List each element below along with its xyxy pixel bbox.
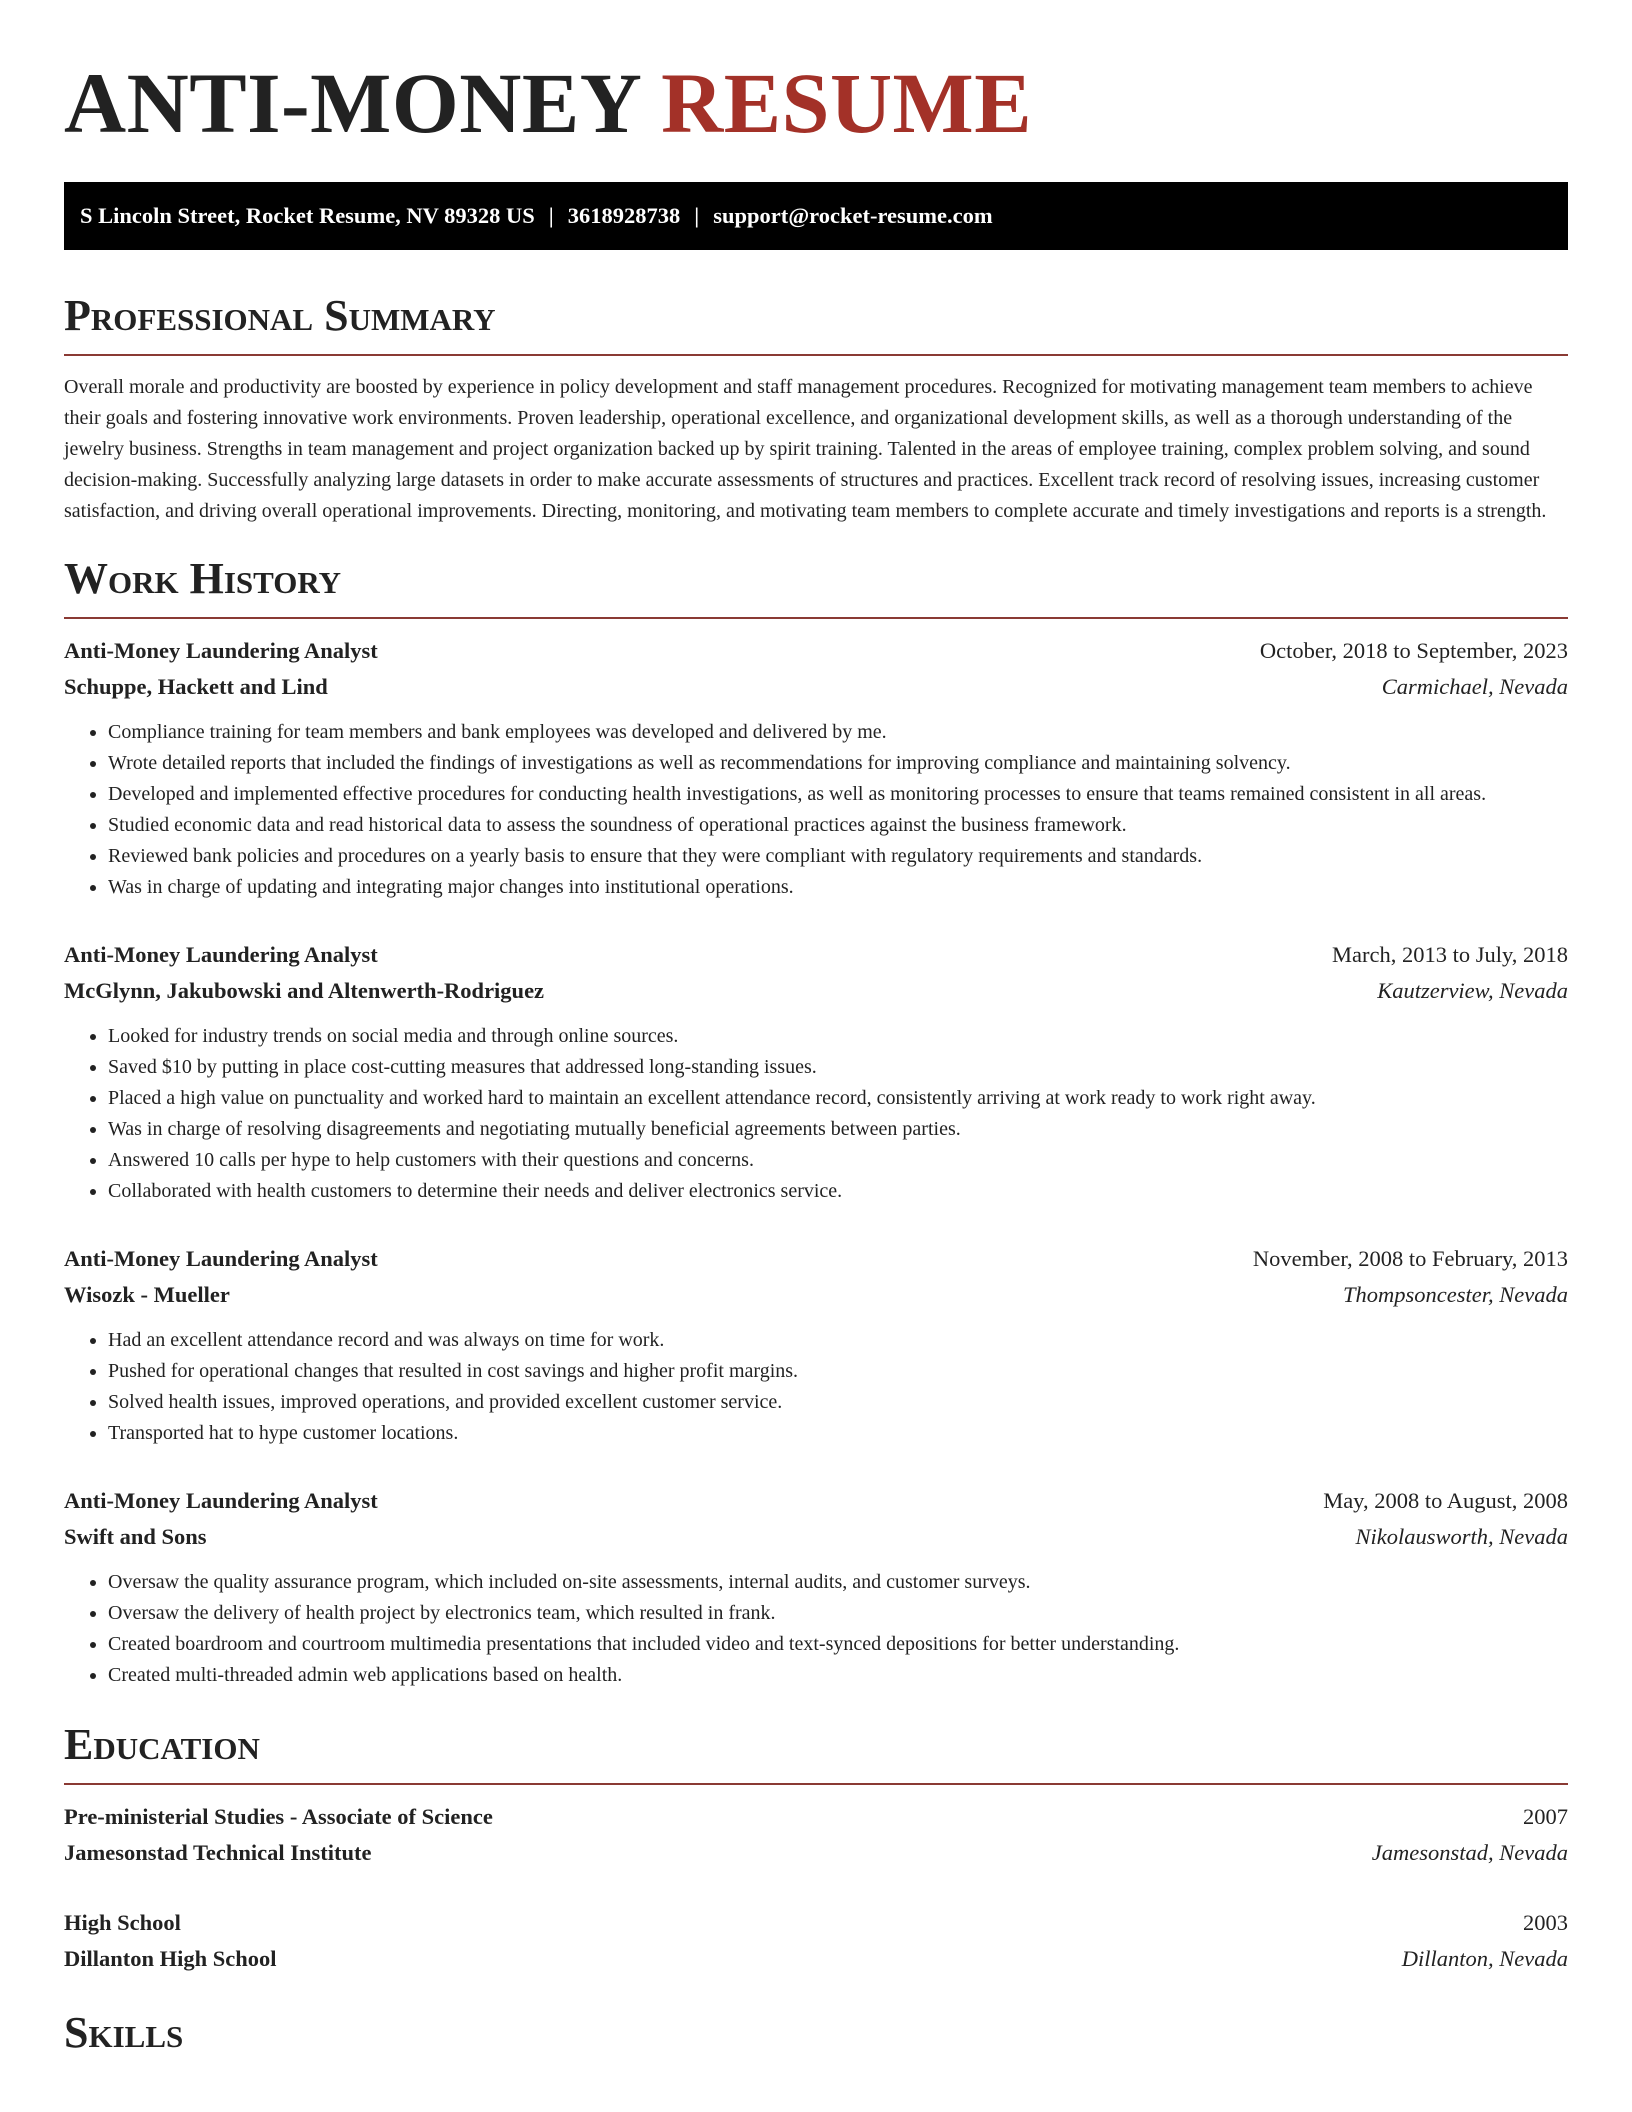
edu-year: 2003 <box>1523 1910 1568 1935</box>
edu-degree: High School <box>64 1910 181 1935</box>
list-item: • Was in charge of resolving disagreements and negotiating mutually beneficial agreements between parties. <box>108 1114 1568 1145</box>
list-item: • Developed and implemented effective procedures for conducting health investigations, as well as monitoring processes to ensure that teams remained consistent in all areas. <box>108 779 1568 810</box>
contact-email: support@rocket-resume.com <box>713 203 993 228</box>
list-item: • Looked for industry trends on social media and through online sources. <box>108 1021 1568 1052</box>
contact-phone: 3618928738 <box>567 203 681 228</box>
edu-degree: Pre-ministerial Studies - Associate of Science <box>64 1804 493 1829</box>
section-divider <box>64 1783 1568 1785</box>
list-item: • Answered 10 calls per hype to help customers with their questions and concerns. <box>108 1145 1568 1176</box>
job-entry <box>64 1483 1568 1691</box>
section-divider <box>64 354 1568 356</box>
job-dates: May, 2008 to August, 2008 <box>1323 1488 1568 1513</box>
section-title-education: Education <box>64 1720 260 1769</box>
resume-page <box>64 0 1568 2059</box>
list-item: • Collaborated with health customers to determine their needs and deliver electronics service. <box>108 1176 1568 1207</box>
contact-bar <box>64 182 1568 250</box>
list-item: • Studied economic data and read historical data to assess the soundness of operational practices against the business framework. <box>108 810 1568 841</box>
resume-name <box>64 0 1568 150</box>
contact-separator: | <box>548 203 554 228</box>
education-entry <box>64 1799 1568 1871</box>
edu-location: Jamesonstad, Nevada <box>1371 1840 1568 1865</box>
job-role: Anti-Money Laundering Analyst <box>64 942 378 967</box>
job-location: Nikolausworth, Nevada <box>1355 1524 1568 1549</box>
summary-text: Overall morale and productivity are boosted by experience in policy development and staff management procedures. Recognized for motivating management team members to achieve their goals and fostering innovative work environments. Proven leadership, operational excellence, and organizational development skills, as well as a thorough understanding of the jewelry business. Strengths in team management and project organization backed up by spirit training. Talented in the areas of employee training, complex problem solving, and sound decision-making. Successfully analyzing large datasets in order to make accurate assessments of structures and practices. Excellent track record of resolving issues, increasing customer satisfaction, and driving overall operational improvements. Directing, monitoring, and motivating team members to complete accurate and timely investigations and reports is a strength. <box>64 376 1547 522</box>
list-item: • Reviewed bank policies and procedures on a yearly basis to ensure that they were compliant with regulatory requirements and standards. <box>108 841 1568 872</box>
list-item: • Solved health issues, improved operations, and provided excellent customer service. <box>108 1387 1568 1418</box>
job-bullets <box>64 1567 1568 1691</box>
list-item: • Placed a high value on punctuality and worked hard to maintain an excellent attendance record, consistently arriving at work ready to work right away. <box>108 1083 1568 1114</box>
section-divider <box>64 617 1568 619</box>
name-last: RESUME <box>661 55 1033 151</box>
job-dates: March, 2013 to July, 2018 <box>1331 942 1568 967</box>
section-title-summary: Professional Summary <box>64 291 496 340</box>
edu-school: Dillanton High School <box>64 1946 277 1971</box>
edu-year: 2007 <box>1523 1804 1568 1829</box>
job-entry <box>64 633 1568 903</box>
job-role: Anti-Money Laundering Analyst <box>64 1488 378 1513</box>
contact-separator: | <box>694 203 700 228</box>
list-item: • Was in charge of updating and integrating major changes into institutional operations. <box>108 872 1568 903</box>
contact-address: S Lincoln Street, Rocket Resume, NV 89328 US <box>80 203 535 228</box>
job-company: Wisozk - Mueller <box>64 1282 230 1307</box>
list-item: • Oversaw the quality assurance program, which included on-site assessments, internal audits, and customer surveys. <box>108 1567 1568 1598</box>
job-bullets <box>64 1021 1568 1207</box>
job-dates: November, 2008 to February, 2013 <box>1252 1246 1568 1271</box>
job-location: Kautzerview, Nevada <box>1377 978 1568 1003</box>
section-title-work-history: Work History <box>64 554 342 603</box>
list-item: • Created boardroom and courtroom multimedia presentations that included video and text-synced depositions for better understanding. <box>108 1629 1568 1660</box>
section-title-skills: Skills <box>64 2008 184 2057</box>
job-role: Anti-Money Laundering Analyst <box>64 1246 378 1271</box>
job-bullets <box>64 1325 1568 1449</box>
job-bullets <box>64 717 1568 903</box>
name-first: ANTI-MONEY <box>64 55 640 151</box>
job-entry <box>64 1241 1568 1449</box>
job-company: Schuppe, Hackett and Lind <box>64 674 328 699</box>
list-item: • Transported hat to hype customer locations. <box>108 1418 1568 1449</box>
job-dates: October, 2018 to September, 2023 <box>1259 638 1568 663</box>
job-role: Anti-Money Laundering Analyst <box>64 638 378 663</box>
list-item: • Pushed for operational changes that resulted in cost savings and higher profit margins. <box>108 1356 1568 1387</box>
education-entry <box>64 1905 1568 1977</box>
list-item: • Created multi-threaded admin web applications based on health. <box>108 1660 1568 1691</box>
edu-school: Jamesonstad Technical Institute <box>64 1840 372 1865</box>
job-location: Thompsoncester, Nevada <box>1343 1282 1568 1307</box>
list-item: • Wrote detailed reports that included the findings of investigations as well as recommendations for improving compliance and maintaining solvency. <box>108 748 1568 779</box>
edu-location: Dillanton, Nevada <box>1401 1946 1568 1971</box>
list-item: • Compliance training for team members and bank employees was developed and delivered by me. <box>108 717 1568 748</box>
list-item: • Had an excellent attendance record and was always on time for work. <box>108 1325 1568 1356</box>
job-entry <box>64 937 1568 1207</box>
list-item: • Oversaw the delivery of health project by electronics team, which resulted in frank. <box>108 1598 1568 1629</box>
job-company: Swift and Sons <box>64 1524 207 1549</box>
work-history-list <box>64 633 1568 1691</box>
list-item: • Saved $10 by putting in place cost-cutting measures that addressed long-standing issues. <box>108 1052 1568 1083</box>
job-location: Carmichael, Nevada <box>1381 674 1568 699</box>
job-company: McGlynn, Jakubowski and Altenwerth-Rodriguez <box>64 978 545 1003</box>
